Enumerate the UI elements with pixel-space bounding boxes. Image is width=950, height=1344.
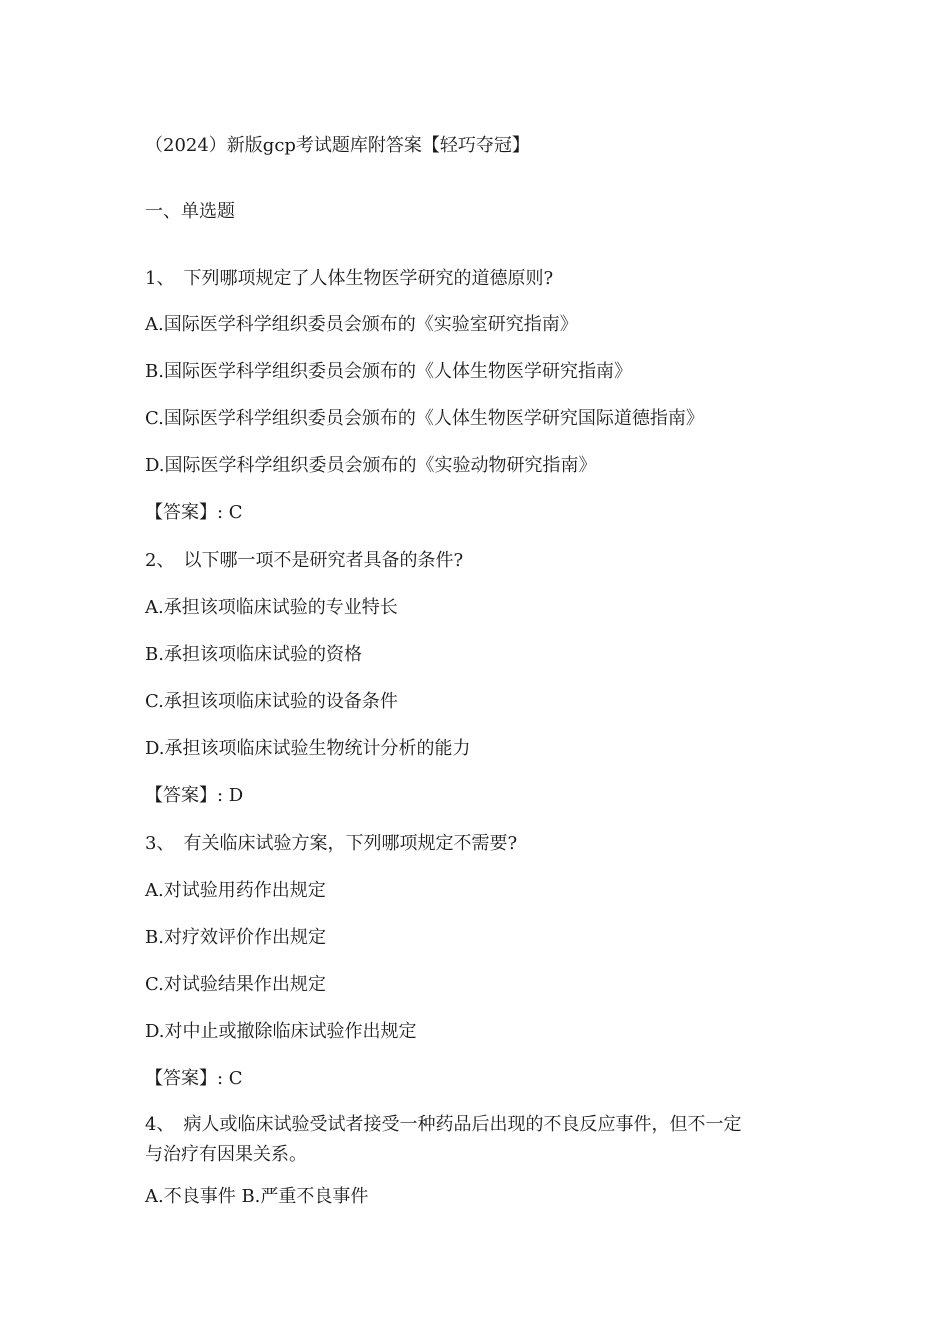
question-3-option-b: B.对疗效评价作出规定 — [145, 927, 326, 948]
question-3-option-a: A.对试验用药作出规定 — [145, 880, 326, 901]
question-1-option-a: A.国际医学科学组织委员会颁布的《实验室研究指南》 — [145, 314, 578, 335]
question-1-option-d: D.国际医学科学组织委员会颁布的《实验动物研究指南》 — [145, 455, 597, 476]
question-3-stem: 3、 有关临床试验方案，下列哪项规定不需要? — [145, 833, 518, 854]
question-1-stem: 1、 下列哪项规定了人体生物医学研究的道德原则? — [145, 268, 554, 289]
question-4-options: A.不良事件 B.严重不良事件 — [145, 1186, 369, 1207]
question-2-option-b: B.承担该项临床试验的资格 — [145, 644, 362, 665]
question-3-option-c: C.对试验结果作出规定 — [145, 974, 326, 995]
question-4-stem: 4、 病人或临床试验受试者接受一种药品后出现的不良反应事件，但不一定与治疗有因果关系。 — [145, 1114, 742, 1165]
question-1-option-c: C.国际医学科学组织委员会颁布的《人体生物医学研究国际道德指南》 — [145, 408, 704, 429]
question-3-option-d: D.对中止或撤除临床试验作出规定 — [145, 1021, 417, 1042]
question-2-option-c: C.承担该项临床试验的设备条件 — [145, 691, 398, 712]
question-1-answer: 【答案】: C — [145, 502, 243, 523]
document-title: （2024）新版gcp考试题库附答案【轻巧夺冠】 — [145, 135, 530, 156]
question-2-option-d: D.承担该项临床试验生物统计分析的能力 — [145, 738, 471, 759]
question-2-option-a: A.承担该项临床试验的专业特长 — [145, 597, 398, 618]
section-heading: 一、单选题 — [145, 201, 235, 222]
question-1-option-b: B.国际医学科学组织委员会颁布的《人体生物医学研究指南》 — [145, 361, 632, 382]
question-3-answer: 【答案】: C — [145, 1068, 243, 1089]
question-2-stem: 2、 以下哪一项不是研究者具备的条件? — [145, 550, 464, 571]
question-2-answer: 【答案】: D — [145, 785, 244, 806]
